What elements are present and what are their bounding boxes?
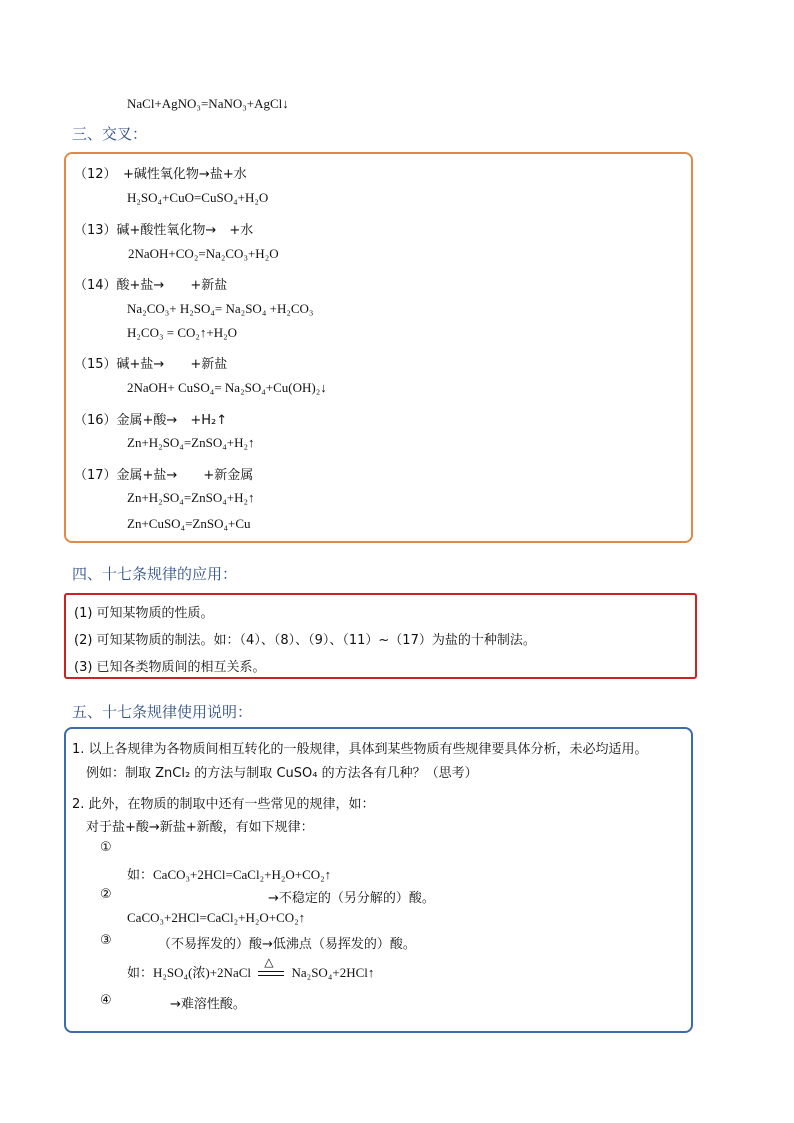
rule3-number: ③: [100, 933, 112, 948]
rule2-number: ②: [100, 887, 112, 902]
rule2-text: →不稳定的（另分解的）酸。: [268, 891, 435, 906]
rule-13-title: （13）碱+酸性氧化物→ +水: [74, 223, 254, 238]
top-equation: NaCl+AgNO₃=NaNO₃+AgCl↓: [127, 96, 289, 111]
rule3-equation-right: Na₂SO₄+2HCl↑: [291, 965, 375, 980]
application-item-2: (2) 可知某物质的制法。如：（4）、（8）、（9）、（11）~（17）为盐的十种制法。: [74, 633, 536, 648]
equals-bars: [258, 971, 284, 976]
rule-13-equation: 2NaOH+CO₂=Na₂CO₃+H₂O: [128, 246, 279, 261]
application-item-1: (1) 可知某物质的性质。: [74, 606, 214, 621]
heating-condition-sign: [258, 955, 284, 979]
section3-heading: 三、交叉：: [72, 125, 148, 143]
rule-17-title: （17）金属+盐→ +新金属: [74, 468, 254, 483]
rule3-equation: [127, 955, 375, 981]
usage-p1-line1: 1. 以上各规律为各物质间相互转化的一般规律，具体到某些物质有些规律要具体分析，未必均适用。: [72, 742, 648, 757]
usage-p2-line2: 对于盐+酸→新盐+新酸，有如下规律：: [86, 820, 314, 835]
rule-16-equation: Zn+H₂SO₄=ZnSO₄+H₂↑: [127, 435, 255, 450]
rule-16-title: （16）金属+酸→ +H₂↑: [74, 413, 228, 428]
rule3-text: （不易挥发的）酸→低沸点（易挥发的）酸。: [158, 937, 416, 952]
rule-17-equation-1: Zn+H₂SO₄=ZnSO₄+H₂↑: [127, 490, 255, 505]
rule4-text: →难溶性酸。: [170, 997, 246, 1012]
rule-17-equation-2: Zn+CuSO₄=ZnSO₄+Cu: [127, 516, 251, 531]
rule1-equation: 如：CaCO₃+2HCl=CaCl₂+H₂O+CO₂↑: [127, 867, 332, 882]
rule4-number: ④: [100, 993, 112, 1008]
rule-14-equation-2: H₂CO₃ = CO₂↑+H₂O: [127, 325, 238, 340]
rule3-equation-left: 如：H₂SO₄(浓)+2NaCl: [127, 965, 252, 980]
rule-14-equation-1: Na₂CO₃+ H₂SO₄= Na₂SO₄ +H₂CO₃: [127, 301, 314, 316]
section4-heading: 四、十七条规律的应用：: [72, 565, 238, 583]
section5-heading: 五、十七条规律使用说明：: [72, 703, 253, 721]
rule-12-title: （12） +碱性氧化物→盐+水: [74, 167, 247, 182]
usage-p1-line2: 例如：制取 ZnCl₂ 的方法与制取 CuSO₄ 的方法各有几种？（思考）: [86, 766, 478, 781]
cross-rules-box: [64, 152, 693, 543]
heating-delta-icon: △: [264, 955, 274, 969]
usage-p2-line1: 2. 此外，在物质的制取中还有一些常见的规律，如：: [72, 797, 375, 812]
rule2-equation: CaCO₃+2HCl=CaCl₂+H₂O+CO₂↑: [127, 910, 306, 925]
rule-15-equation: 2NaOH+ CuSO₄= Na₂SO₄+Cu(OH)₂↓: [127, 380, 327, 395]
rule-14-title: （14）酸+盐→ +新盐: [74, 278, 228, 293]
rule-15-title: （15）碱+盐→ +新盐: [74, 357, 228, 372]
rule1-number: ①: [100, 840, 112, 855]
rule-12-equation: H₂SO₄+CuO=CuSO₄+H₂O: [127, 190, 269, 205]
application-item-3: (3) 已知各类物质间的相互关系。: [74, 660, 266, 675]
